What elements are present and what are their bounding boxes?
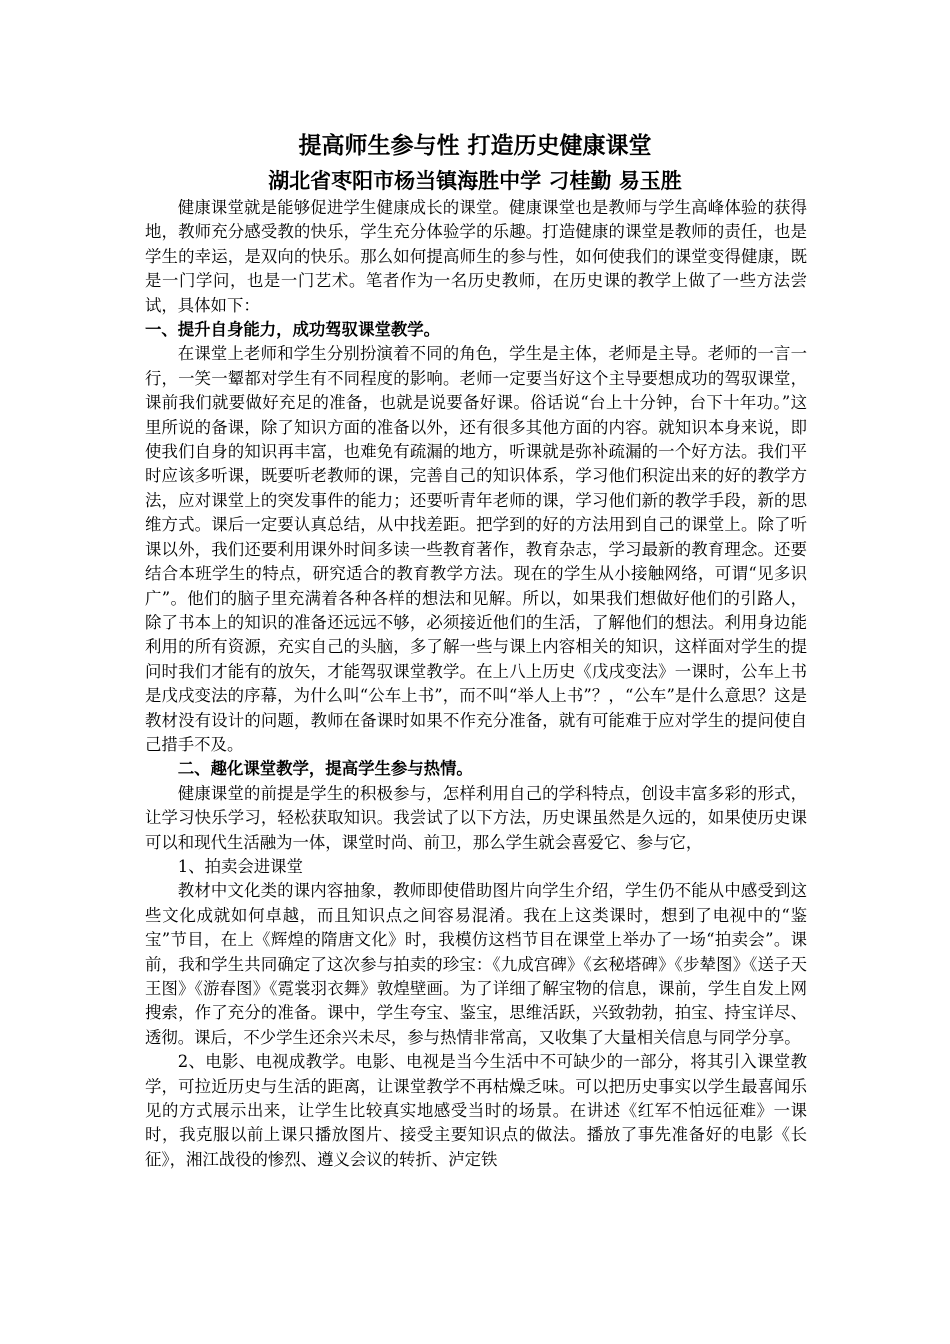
document-title: 提高师生参与性 打造历史健康课堂 [298,133,652,159]
intro-paragraph: 健康课堂就是能够促进学生健康成长的课堂。健康课堂也是教师与学生高峰体验的获得地，教师充分感受教的快乐，学生充分体验学的乐趣。打造健康的课堂是教师的责任，也是学生的幸运，是双向的快乐。那么如何提高师生的参与性，如何使我们的课堂变得健康，既是一门学问，也是一门艺术。笔者作为一名历史教师，在历史课的教学上做了一些方法尝试，具体如下： [145,198,807,315]
section1-paragraph: 在课堂上老师和学生分别扮演着不同的角色，学生是主体，老师是主导。老师的一言一行，一笑一颦都对学生有不同程度的影响。老师一定要当好这个主导要想成功的驾驭课堂，课前我们就要做好充足的准备，也就是说要备好课。俗话说“台上十分钟，台下十年功。”这里所说的备课，除了知识方面的准备以外，还有很多其他方面的内容。就知识本身来说，即使我们自身的知识再丰富，也难免有疏漏的地方，听课就是弥补疏漏的一个好方法。我们平时应该多听课，既要听老教师的课，完善自己的知识体系，学习他们积淀出来的好的教学方法，应对课堂上的突发事件的能力；还要听青年老师的课，学习他们新的教学手段，新的思维方式。课后一定要认真总结，从中找差距。把学到的好的方法用到自己的课堂上。除了听课以外，我们还要利用课外时间多读一些教育著作，教育杂志，学习最新的教育理念。还要结合本班学生的特点，研究适合的教育教学方法。现在的学生从小接触网络，可谓“见多识广”。他们的脑子里充满着各种各样的想法和见解。所以，如果我们想做好他们的引路人，除了书本上的知识的准备还远远不够，必须接近他们的生活，了解他们的想法。利用身边能利用的所有资源，充实自己的头脑，多了解一些与课上内容相关的知识，这样面对学生的提问时我们才能有的放矢，才能驾驭课堂教学。在上八上历史《戊戌变法》一课时，公车上书是戊戌变法的序幕，为什么叫“公车上书”，而不叫“举人上书”？，“公车”是什么意思？这是教材没有设计的问题，教师在备课时如果不作充分准备，就有可能难于应对学生的提问使自己措手不及。 [145,344,807,754]
document-body [145,196,807,1172]
item1-paragraph: 教材中文化类的课内容抽象，教师即使借助图片向学生介绍，学生仍不能从中感受到这些文化成就如何卓越，而且知识点之间容易混淆。我在上这类课时，想到了电视中的“鉴宝”节目，在上《辉煌的隋唐文化》时，我模仿这档节目在课堂上举办了一场“拍卖会”。课前，我和学生共同确定了这次参与拍卖的珍宝：《九成宫碑》《玄秘塔碑》《步辇图》《送子天王图》《游春图》《霓裳羽衣舞》敦煌壁画。为了详细了解宝物的信息，课前，学生自发上网搜索，作了充分的准备。课中，学生夸宝、鉴宝，思维活跃，兴致勃勃，拍宝、持宝详尽、透彻。课后，不少学生还余兴未尽，参与热情非常高，又收集了大量相关信息与同学分享。 [145,881,807,1047]
section2-heading: 二、趣化课堂教学，提高学生参与热情。 [177,759,473,779]
item1-heading: 1、拍卖会进课堂 [177,856,303,876]
section1-heading: 一、提升自身能力，成功驾驭课堂教学。 [145,320,441,340]
item2-paragraph: 2、电影、电视成教学。电影、电视是当今生活中不可缺少的一部分，将其引入课堂教学，可拉近历史与生活的距离，让课堂教学不再枯燥乏味。可以把历史事实以学生最喜闻乐见的方式展示出来，让学生比较真实地感受当时的场景。在讲述《红军不怕远征难》一课时，我克服以前上课只播放图片、接受主要知识点的做法。播放了事先准备好的电影《长征》，湘江战役的惨烈、遵义会议的转折、泸定铁 [145,1052,807,1169]
document-author: 湖北省枣阳市杨当镇海胜中学 刁桂勤 易玉胜 [268,169,682,193]
section2-paragraph: 健康课堂的前提是学生的积极参与，怎样利用自己的学科特点，创设丰富多彩的形式，让学习快乐学习，轻松获取知识。我尝试了以下方法，历史课虽然是久远的，如果使历史课可以和现代生活融为一体，课堂时尚、前卫，那么学生就会喜爱它、参与它， [145,783,807,852]
